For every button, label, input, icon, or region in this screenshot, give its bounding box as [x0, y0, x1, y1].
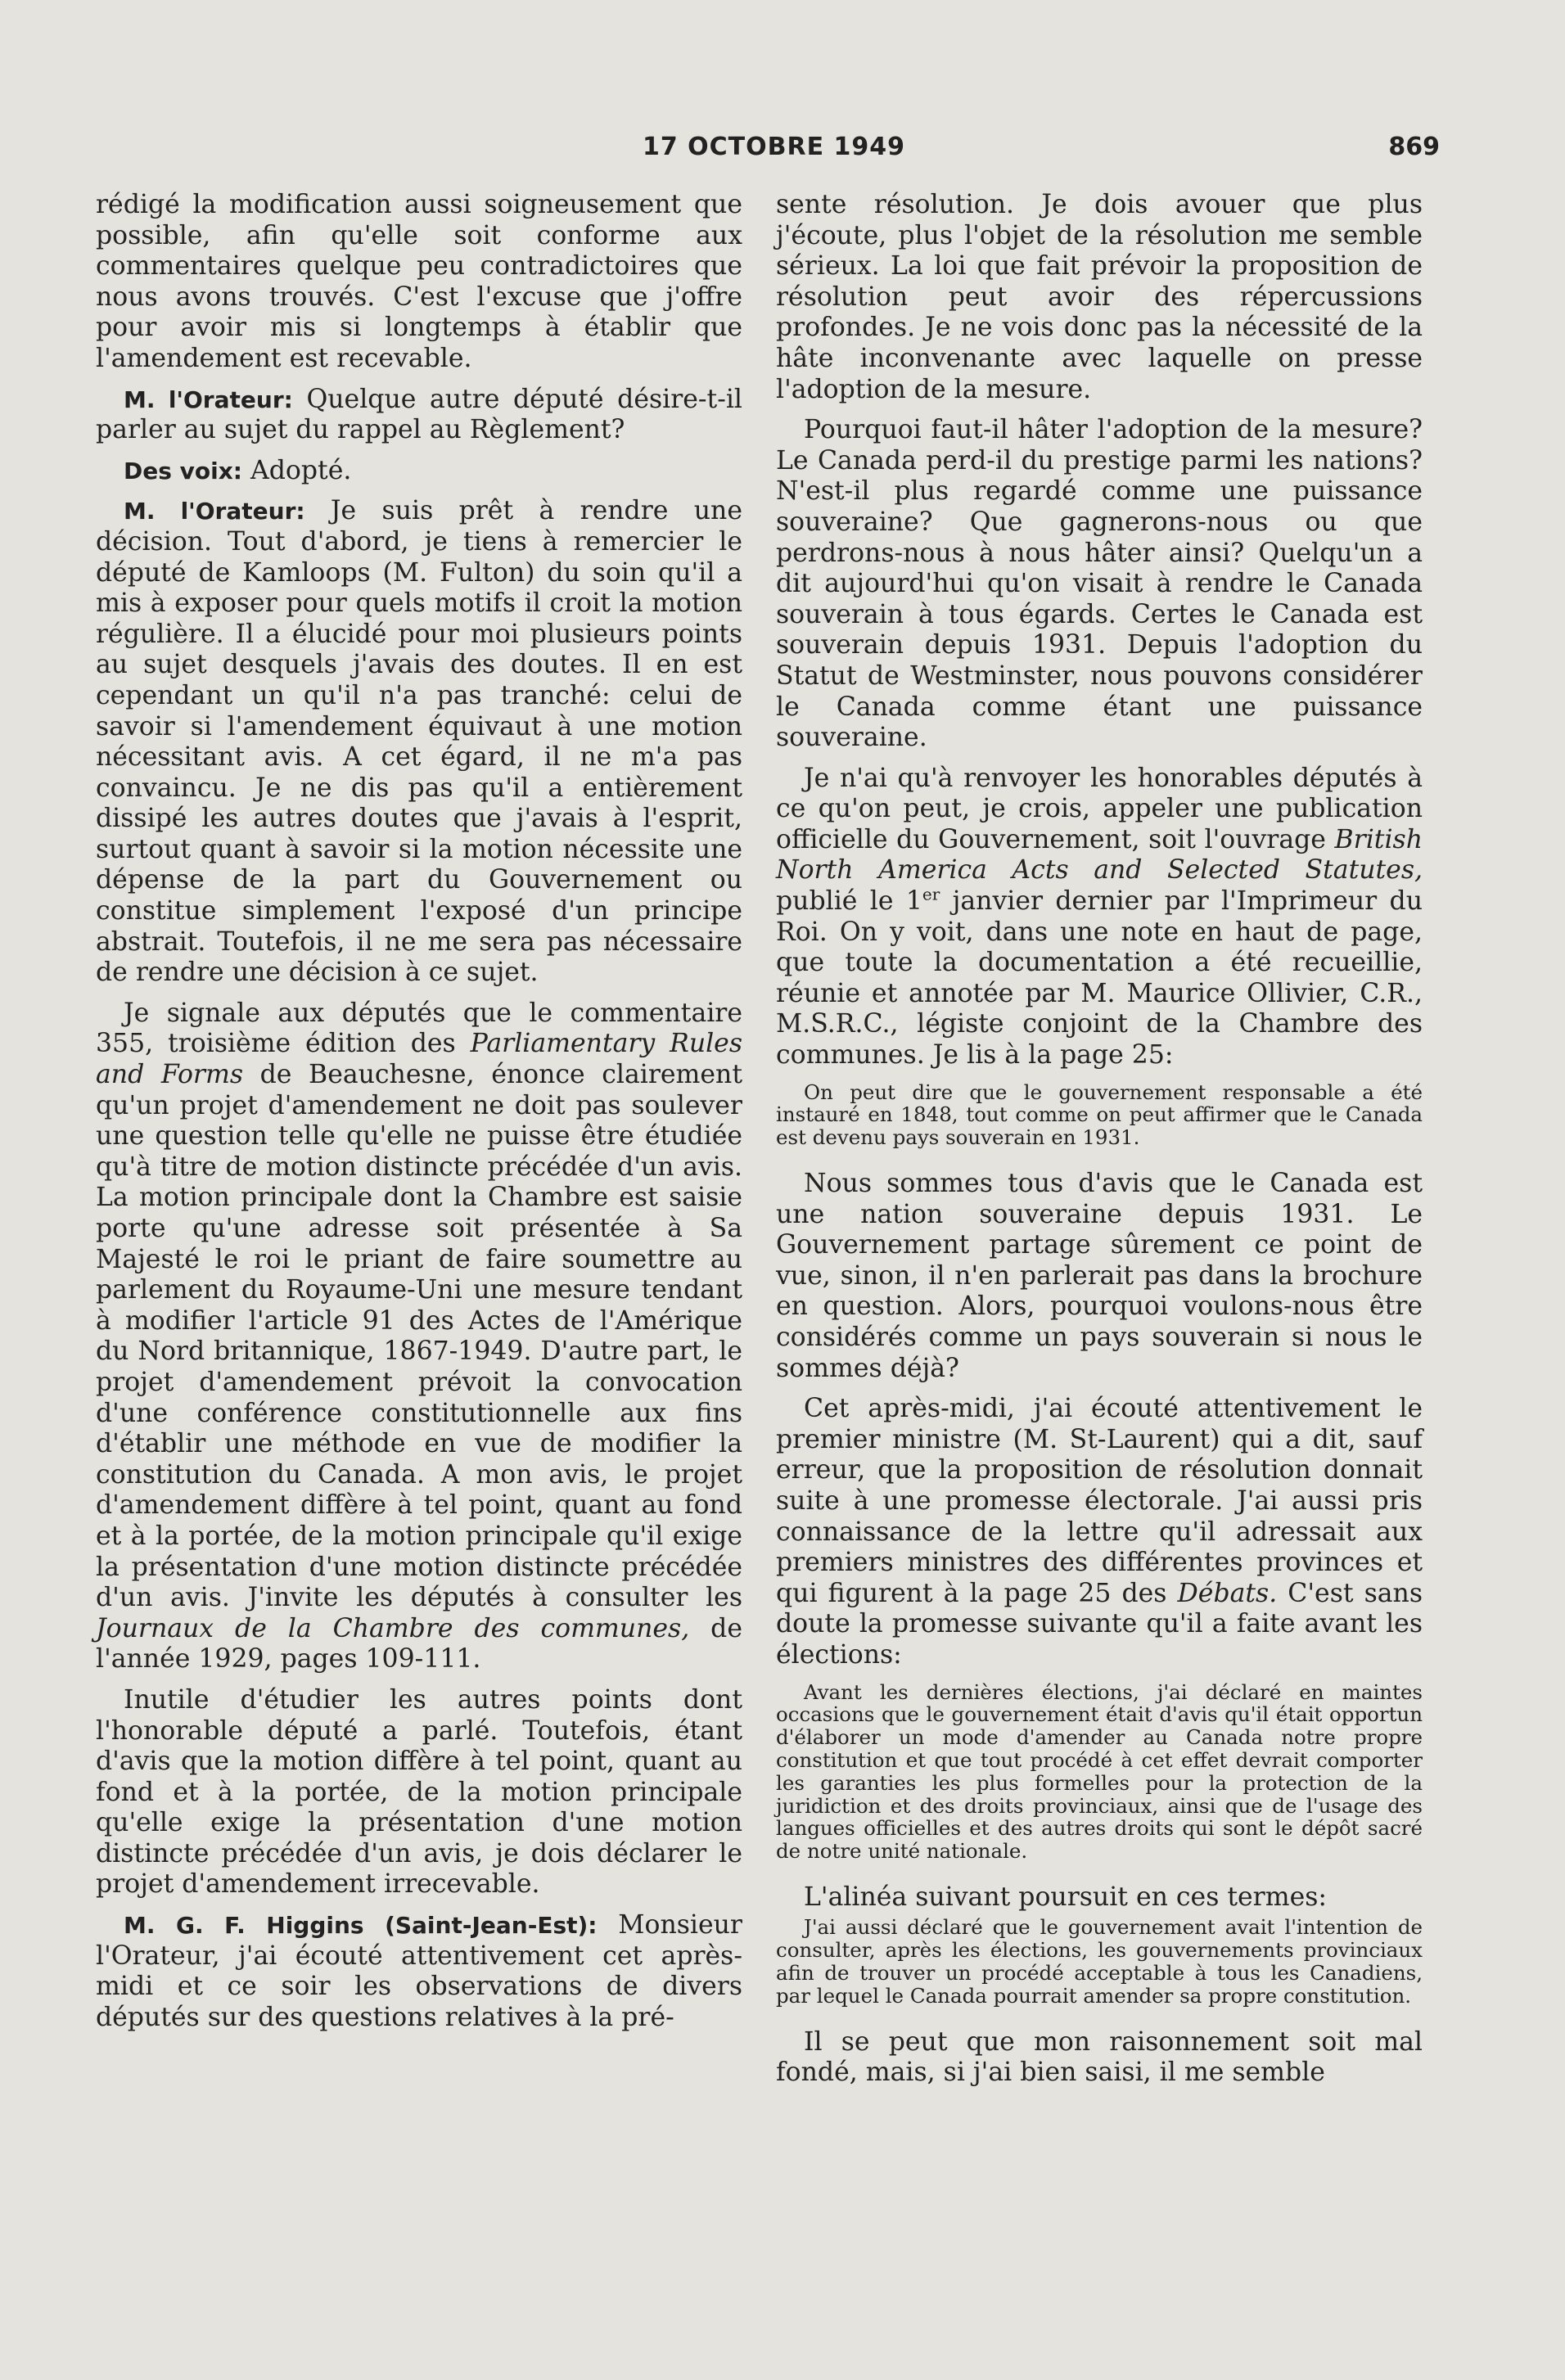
text-run: Cet après-midi, j'ai écouté attentivement le premier ministre (M. St-Laurent) qui a dit, sauf erreur, que la proposition de résolution donnait suite à une promesse électorale. J'ai aussi pris connaissance de la lettre qu'il adressait aux premiers ministres des différentes provinces et qui figurent à la page 25 des [776, 1394, 1423, 1608]
book-title: Journaux de la Chambre des communes, [96, 1613, 690, 1643]
speaker-name: M. l'Orateur: [124, 385, 293, 413]
paragraph [96, 385, 742, 446]
speech-text: Adopté. [242, 455, 352, 485]
block-quote: On peut dire que le gouvernement responsable a été instauré en 1848, tout comme on peut affirmer que le Canada est devenu pays souverain en 1931. [776, 1080, 1423, 1150]
text-run: de l'année 1929, pages 109-111. [96, 1613, 742, 1675]
text-run: publié le 1 [776, 886, 922, 917]
paragraph [96, 496, 742, 989]
paragraph [776, 1394, 1423, 1670]
block-quote: J'ai aussi déclaré que le gouvernement avait l'intention de consulter, après les élections, les gouvernements provinciaux afin de trouver un procédé acceptable à tous les Canadiens, par lequel le Canada pourrait amender sa propre constitution. [776, 1915, 1423, 2008]
paragraph: L'alinéa suivant poursuit en ces termes: [804, 1882, 1328, 1912]
speaker-name: Des voix: [124, 457, 242, 485]
speaker-name: M. G. F. Higgins (Saint-Jean-Est): [124, 1912, 598, 1940]
paragraph: Il se peut que mon raisonnement soit mal fondé, mais, si j'ai bien saisi, il me semble [776, 2026, 1423, 2088]
superscript: er [922, 884, 940, 904]
publication-title: Débats. [1177, 1578, 1278, 1608]
paragraph: Inutile d'étudier les autres points dont l'honorable député a parlé. Toutefois, étant d'avis que la motion diffère à tel point, quant au fond et à la portée, de la motion principale qu'elle exige la présentation d'une motion distincte précédée d'un avis, je dois déclarer le projet d'amendement irrecevable. [96, 1684, 742, 1900]
speech-text: Quelque autre député désire-t-il parler au sujet du rappel au Règlement? [96, 384, 743, 445]
text-run: de Beauchesne, énonce clairement qu'un projet d'amendement ne doit pas soulever une question telle qu'elle ne puisse être étudiée qu'à titre de motion distincte précédée d'un avis. La motion principale dont la Chambre est saisie porte qu'une adresse soit présentée à Sa Majesté le roi le priant de faire soumettre au parlement du Royaume-Uni une mesure tendant à modifier l'article 91 des Actes de l'Amérique du Nord britannique, 1867-1949. D'autre part, le projet d'amendement prévoit la convocation d'une conférence constitutionnelle aux fins d'établir une méthode en vue de modifier la constitution du Canada. A mon avis, le projet d'amendement diffère à tel point, quant au fond et à la portée, de la motion principale qu'il exige la présentation d'une motion distincte précédée d'un avis. J'invite les députés à consulter les [96, 1060, 742, 1613]
speaker-name: M. l'Orateur: [124, 498, 305, 525]
book-title: British North America Acts and Selected Statutes, [776, 824, 1423, 886]
speech-text: Je suis prêt à rendre une décision. Tout d'abord, je tiens à remercier le député de Kamloops (M. Fulton) du soin qu'il a mis à exposer pour quels motifs il croit la motion régulière. Il a élucidé pour moi plusieurs points au sujet desquels j'avais des doutes. Il en est cependant un qu'il n'a pas tranché: celui de savoir si l'amendement équivaut à une motion nécessitant avis. A cet égard, il ne m'a pas convaincu. Je ne dis pas qu'il a entièrement dissipé les autres doutes que j'avais à l'esprit, surtout quant à savoir si la motion nécessite une dépense de la part du Gouvernement ou constitue simplement l'exposé d'un principe abstrait. Toutefois, il ne me sera pas nécessaire de rendre une décision à ce sujet. [96, 496, 742, 988]
header-date: 17 OCTOBRE 1949 [642, 133, 906, 161]
right-column [776, 190, 1423, 2098]
paragraph: Pourquoi faut-il hâter l'adoption de la mesure? Le Canada perd-il du prestige parmi les nations? N'est-il plus regardé comme une puissance souveraine? Que gagnerons-nous ou que perdrons-nous à nous hâter ainsi? Quelqu'un a dit aujourd'hui qu'on visait à rendre le Canada souverain à tous égards. Certes le Canada est souverain depuis 1931. Depuis l'adoption du Statut de Westminster, nous pouvons considérer le Canada comme étant une puissance souveraine. [776, 415, 1423, 753]
text-run: C'est sans doute la promesse suivante qu'il a faite avant les élections: [776, 1578, 1423, 1670]
paragraph [776, 764, 1423, 1071]
paragraph [96, 998, 742, 1675]
left-column [96, 190, 742, 2043]
page-header [108, 133, 1440, 172]
paragraph: sente résolution. Je dois avouer que plus j'écoute, plus l'objet de la résolution me semble sérieux. La loi que fait prévoir la proposition de résolution peut avoir des répercussions profondes. Je ne vois donc pas la nécessité de la hâte inconvenante avec laquelle on presse l'adoption de la mesure. [776, 190, 1423, 404]
block-quote: Avant les dernières élections, j'ai déclaré en maintes occasions que le gouvernement était d'avis qu'il était opportun d'élaborer un mode d'amender au Canada notre propre constitution et que tout procédé à cet effet devrait comporter les garanties les plus formelles pour la protection de la juridiction et des droits provinciaux, ainsi que de l'usage des langues officielles et des autres droits qui sont le dépôt sacré de notre unité nationale. [776, 1679, 1423, 1864]
text-run: Je n'ai qu'à renvoyer les honorables députés à ce qu'on peut, je crois, appeler une publication officielle du Gouvernement, soit l'ouvrage [776, 763, 1423, 854]
book-title: Parliamentary Rules and Forms [96, 1029, 742, 1090]
paragraph: rédigé la modification aussi soigneusement que possible, afin qu'elle soit conforme aux commentaires quelque peu contradictoires que nous avons trouvés. C'est l'excuse que j'offre pour avoir mis si longtemps à établir que l'amendement est recevable. [96, 190, 742, 373]
paragraph [96, 456, 742, 487]
speech-text: Monsieur l'Orateur, j'ai écouté attentivement cet après-midi et ce soir les observations de divers députés sur des questions relatives à la pré- [96, 1910, 742, 2032]
text-run: Je signale aux députés que le commentaire 355, troisième édition des [96, 998, 742, 1059]
paragraph [96, 1910, 742, 2033]
page-number: 869 [1388, 133, 1440, 161]
text-run: janvier dernier par l'Imprimeur du Roi. On y voit, dans une note en haut de page, que toute la documentation a été recueillie, réunie et annotée par M. Maurice Ollivier, C.R., M.S.R.C., légiste conjoint de la Chambre des communes. Je lis à la page 25: [776, 886, 1423, 1071]
paragraph: Nous sommes tous d'avis que le Canada est une nation souveraine depuis 1931. Le Gouvernement partage sûrement ce point de vue, sinon, il n'en parlerait pas dans la brochure en question. Alors, pourquoi voulons-nous être considérés comme un pays souverain si nous le sommes déjà? [776, 1169, 1423, 1383]
